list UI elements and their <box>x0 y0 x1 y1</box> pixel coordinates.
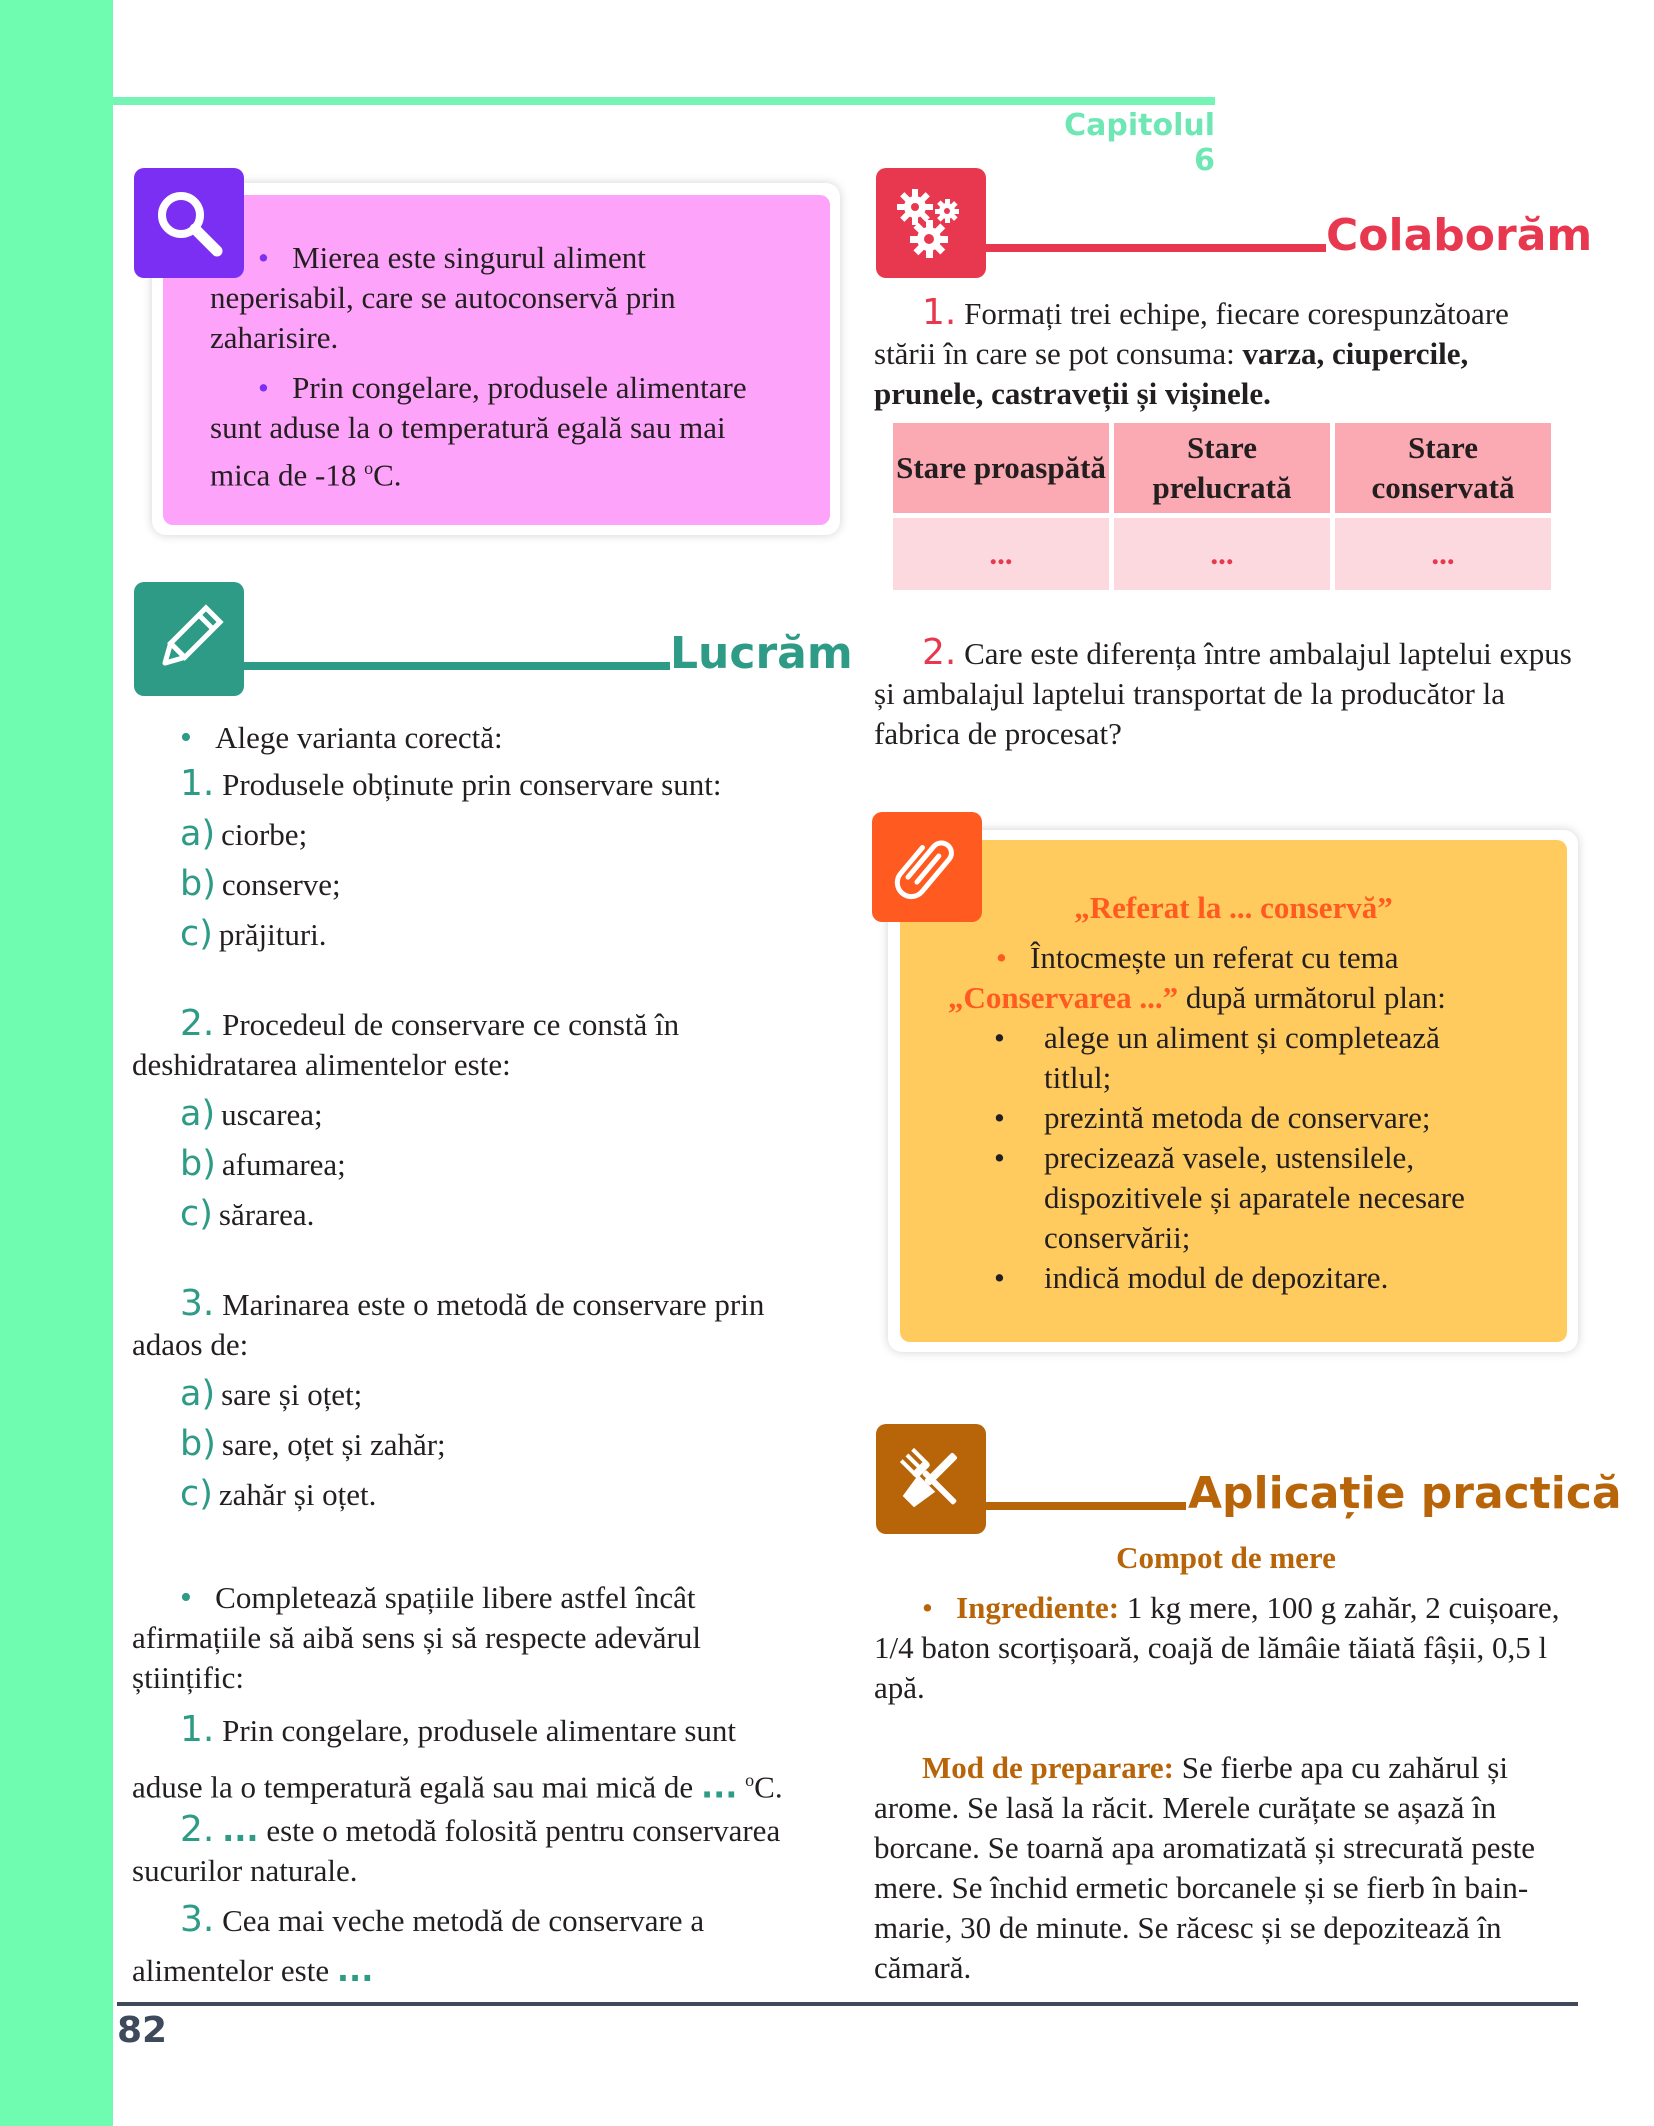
table-header-preserved: Stare conservată <box>1335 423 1551 513</box>
header-rule <box>113 97 1215 105</box>
referat-title: „Referat la ... conservă” <box>1074 890 1393 925</box>
question-3: 3. Marinarea este o metodă de conservare prin adaos de: <box>132 1283 765 1362</box>
table-cell-fresh: ... <box>893 518 1109 590</box>
fill-statement-1: 1. Prin congelare, produsele alimentare sunt <box>180 1709 737 1750</box>
table-header-processed: Stare prelucrată <box>1114 423 1330 513</box>
footer-rule <box>117 2002 1578 2006</box>
colaboram-rule <box>986 244 1326 252</box>
referat-plan-list <box>994 1018 1514 1298</box>
recipe-title: Compot de mere <box>1116 1540 1336 1575</box>
question-2: 2. Procedeul de conservare ce constă în deshidratarea alimentelor este: <box>132 1003 680 1082</box>
aplicatie-title: Aplicație practică <box>1188 1468 1622 1519</box>
fact-bullet-2: • Prin congelare, produsele alimentare sunt aduse la o temperatură egală sau mai mica de -18 $^o$C. <box>210 370 747 493</box>
fill-statement-1-cont: aduse la o temperatură egală sau mai mică de ... $^o$C. <box>132 1767 783 1806</box>
table-cell-processed: ... <box>1114 518 1330 590</box>
tools-icon <box>876 1424 986 1534</box>
table-cell-preserved: ... <box>1335 518 1551 590</box>
q1-option-b: b) conserve; <box>180 864 341 904</box>
q1-option-c: c) prăjituri. <box>180 914 327 954</box>
pencil-icon <box>134 582 244 696</box>
q2-option-c: c) sărarea. <box>180 1194 315 1234</box>
fill-statement-3: 3. Cea mai veche metodă de conservare a <box>180 1899 705 1940</box>
fact-bullet-1: • Mierea este singurul aliment neperisabil, care se autoconservă prin zaharisire. <box>210 240 676 355</box>
aplicatie-rule <box>986 1502 1186 1510</box>
q3-option-b: b) sare, oțet și zahăr; <box>180 1424 446 1464</box>
page-sidebar-stripe <box>0 0 113 2126</box>
referat-intro: • Întocmește un referat cu tema „Conservarea ...” după următorul plan: <box>948 940 1446 1015</box>
lucram-title: Lucrăm <box>670 628 853 679</box>
question-1: 1. Produsele obținute prin conservare sunt: <box>180 763 722 804</box>
plan-item: • prezintă metoda de conservare; <box>994 1100 1431 1135</box>
table-header-fresh: Stare proaspătă <box>893 423 1109 513</box>
q3-option-c: c) zahăr și oțet. <box>180 1474 377 1514</box>
colaboram-question-1: 1. Formați trei echipe, fiecare corespunzătoare stării în care se pot consuma: varza, ciupercile, prunele, castraveții și vișinele. <box>874 292 1509 411</box>
q3-option-a: a) sare și oțet; <box>180 1374 363 1414</box>
recipe-ingredients: • Ingrediente: 1 kg mere, 100 g zahăr, 2 cuișoare, 1/4 baton scorțișoară, coajă de lămâie tăiată fâșii, 0,5 l apă. <box>874 1590 1560 1705</box>
complete-intro: • Completează spațiile libere astfel încât afirmațiile să aibă sens și să respecte adevărul științific: <box>132 1579 701 1695</box>
recipe-method: Mod de preparare: Se fierbe apa cu zahărul și arome. Se lasă la răcit. Merele curățate se așază în borcane. Se toarnă apa aromatizată și strecurată peste mere. Se închid ermetic borcanele și se fierb în bain-marie, 30 de minute. Se răcesc și se depozitează în cămară. <box>874 1750 1535 1985</box>
gears-icon <box>876 168 986 278</box>
states-table <box>888 418 1556 595</box>
plan-item: • alege un aliment și completează titlul; <box>994 1020 1440 1095</box>
q2-option-a: a) uscarea; <box>180 1094 323 1134</box>
fill-statement-3-cont: alimentelor este ... <box>132 1951 374 1989</box>
fill-statement-2: 2. ... este o metodă folosită pentru conservarea sucurilor naturale. <box>132 1809 781 1888</box>
lucram-rule <box>244 662 670 670</box>
page-number: 82 <box>117 2010 168 2051</box>
q1-option-a: a) ciorbe; <box>180 814 308 854</box>
colaboram-question-2: 2. Care este diferența între ambalajul laptelui expus și ambalajul laptelui transportat de la producător la fabrica de procesat? <box>874 632 1572 751</box>
lucram-intro: • Alege varianta corectă: <box>180 719 503 756</box>
chapter-label: Capitolul 6 <box>1064 108 1215 178</box>
plan-item: • indică modul de depozitare. <box>994 1260 1389 1295</box>
q2-option-b: b) afumarea; <box>180 1144 346 1184</box>
plan-item: • precizează vasele, ustensilele, dispozitivele și aparatele necesare conservării; <box>994 1140 1465 1255</box>
colaboram-title: Colaborăm <box>1326 210 1593 261</box>
